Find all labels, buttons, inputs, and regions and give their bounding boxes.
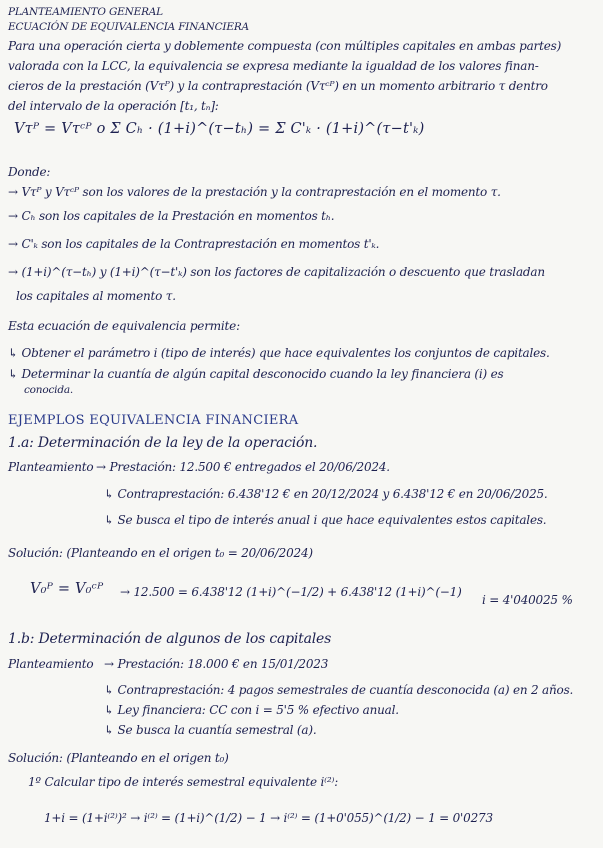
donde-item-5: los capitales al momento τ. <box>16 289 176 303</box>
donde-item-3: → C'ₖ son los capitales de la Contraprestación en momentos t'ₖ. <box>8 237 380 251</box>
intro-line-4: del intervalo de la operación [t₁, tₙ]: <box>8 99 219 113</box>
example-b-line-2: ↳ Contraprestación: 4 pagos semestrales de cuantía desconocida (a) en 2 años. <box>104 683 574 697</box>
example-b-title: 1.b: Determinación de algunos de los capitales <box>8 631 332 647</box>
subject-heading: PLANTEAMIENTO GENERAL <box>8 6 163 18</box>
intro-line-3: cieros de la prestación (Vτᴾ) y la contraprestación (Vτᶜᴾ) en un momento arbitrario τ dentro <box>8 79 548 93</box>
example-a-line-1: → Prestación: 12.500 € entregados el 20/06/2024. <box>96 460 390 474</box>
permite-item-2: ↳ Determinar la cuantía de algún capital desconocido cuando la ley financiera (i) es <box>8 367 504 381</box>
examples-title: EJEMPLOS EQUIVALENCIA FINANCIERA <box>8 413 299 428</box>
equivalence-formula: Vτᴾ = Vτᶜᴾ o Σ Cₕ · (1+i)^(τ−tₕ) = Σ C'ₖ · (1+i)^(τ−t'ₖ) <box>14 121 425 137</box>
example-b-step1: 1º Calcular tipo de interés semestral equivalente i⁽²⁾: <box>28 775 339 789</box>
donde-title: Donde: <box>8 165 51 179</box>
topic-heading: ECUACIÓN DE EQUIVALENCIA FINANCIERA <box>8 21 249 33</box>
donde-item-2: → Cₕ son los capitales de la Prestación en momentos tₕ. <box>8 209 335 223</box>
permite-item-3: conocida. <box>24 384 74 396</box>
intro-line-1: Para una operación cierta y doblemente compuesta (con múltiples capitales en ambas partes) <box>8 39 562 53</box>
example-b-formula: 1+i = (1+i⁽²⁾)² → i⁽²⁾ = (1+i)^(1/2) − 1 → i⁽²⁾ = (1+0'055)^(1/2) − 1 = 0'0273 <box>44 811 493 825</box>
example-a-title: 1.a: Determinación de la ley de la operación. <box>8 435 318 451</box>
donde-item-1: → Vτᴾ y Vτᶜᴾ son los valores de la prestación y la contraprestación en el momento τ. <box>8 185 501 199</box>
example-b-planteamiento-label: Planteamiento <box>8 657 94 671</box>
example-a-formula-mid: → 12.500 = 6.438'12 (1+i)^(−1/2) + 6.438'12 (1+i)^(−1) <box>120 585 462 599</box>
donde-item-4: → (1+i)^(τ−tₕ) y (1+i)^(τ−t'ₖ) son los factores de capitalización o descuento que trasladan <box>8 265 545 279</box>
example-b-line-4: ↳ Se busca la cuantía semestral (a). <box>104 723 317 737</box>
permite-item-1: ↳ Obtener el parámetro i (tipo de interés) que hace equivalentes los conjuntos de capitales. <box>8 346 550 360</box>
example-a-formula-left: V₀ᴾ = V₀ᶜᴾ <box>30 581 104 597</box>
example-a-result: i = 4'040025 % <box>482 593 573 607</box>
example-a-line-3: ↳ Se busca el tipo de interés anual i que hace equivalentes estos capitales. <box>104 513 547 527</box>
example-a-solucion: Solución: (Planteando en el origen t₀ = 20/06/2024) <box>8 546 313 560</box>
permite-title: Esta ecuación de equivalencia permite: <box>8 319 240 333</box>
example-a-line-2: ↳ Contraprestación: 6.438'12 € en 20/12/2024 y 6.438'12 € en 20/06/2025. <box>104 487 548 501</box>
example-b-line-3: ↳ Ley financiera: CC con i = 5'5 % efectivo anual. <box>104 703 399 717</box>
example-b-line-1: → Prestación: 18.000 € en 15/01/2023 <box>104 657 329 671</box>
intro-line-2: valorada con la LCC, la equivalencia se expresa mediante la igualdad de los valores finan- <box>8 59 539 73</box>
example-a-planteamiento-label: Planteamiento <box>8 460 94 474</box>
example-b-solucion: Solución: (Planteando en el origen t₀) <box>8 751 229 765</box>
